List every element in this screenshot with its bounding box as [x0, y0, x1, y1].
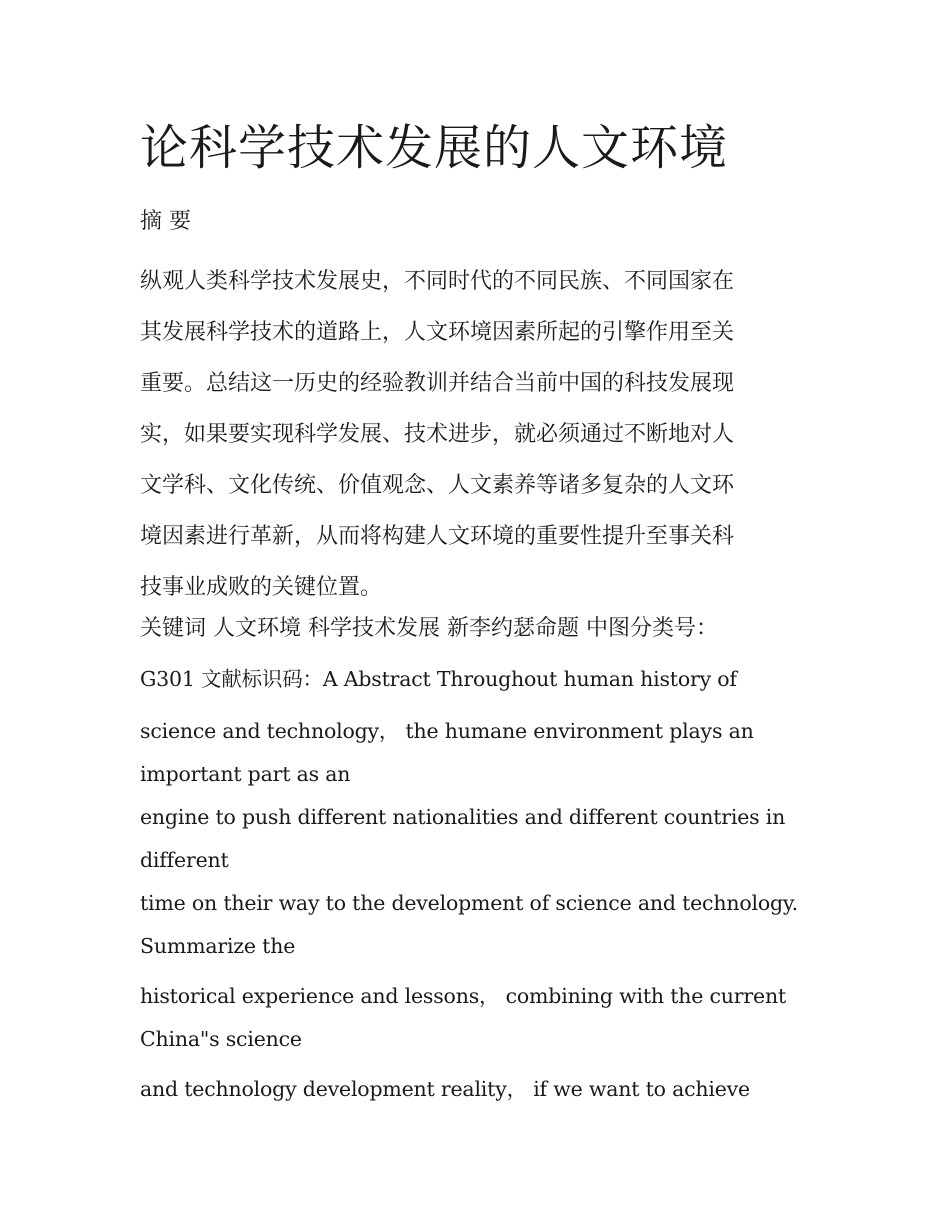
- abstract-line: 境因素进行革新，从而将构建人文环境的重要性提升至事关科: [140, 524, 735, 549]
- english-abstract-line: science and technology， the humane environment plays an: [140, 719, 754, 743]
- document-title: 论科学技术发展的人文环境: [140, 120, 729, 176]
- keywords-line: 关键词 人文环境 科学技术发展 新李约瑟命题 中图分类号：: [140, 616, 718, 641]
- abstract-label: 摘 要: [140, 209, 191, 234]
- english-abstract-line: important part as an: [140, 762, 351, 786]
- abstract-chinese-paragraph: [140, 256, 820, 613]
- english-abstract-line: Summarize the: [140, 934, 296, 958]
- english-abstract-line: engine to push different nationalities and different countries in: [140, 805, 786, 829]
- english-abstract-line: historical experience and lessons， combining with the current: [140, 984, 786, 1008]
- abstract-line: 实，如果要实现科学发展、技术进步，就必须通过不断地对人: [140, 422, 735, 447]
- english-abstract-line: China"s science: [140, 1027, 302, 1051]
- abstract-line: 文学科、文化传统、价值观念、人文素养等诸多复杂的人文环: [140, 473, 735, 498]
- english-abstract-line: different: [140, 848, 229, 872]
- abstract-line: 其发展科学技术的道路上，人文环境因素所起的引擎作用至关: [140, 320, 735, 345]
- english-abstract-line: G301 文献标识码：A Abstract Throughout human history of: [140, 667, 737, 691]
- english-abstract-line: and technology development reality， if we want to achieve: [140, 1077, 750, 1101]
- english-abstract-line: time on their way to the development of science and technology.: [140, 891, 798, 915]
- abstract-line: 纵观人类科学技术发展史，不同时代的不同民族、不同国家在: [140, 269, 735, 294]
- abstract-line: 重要。总结这一历史的经验教训并结合当前中国的科技发展现: [140, 371, 735, 396]
- abstract-line: 技事业成败的关键位置。: [140, 575, 383, 600]
